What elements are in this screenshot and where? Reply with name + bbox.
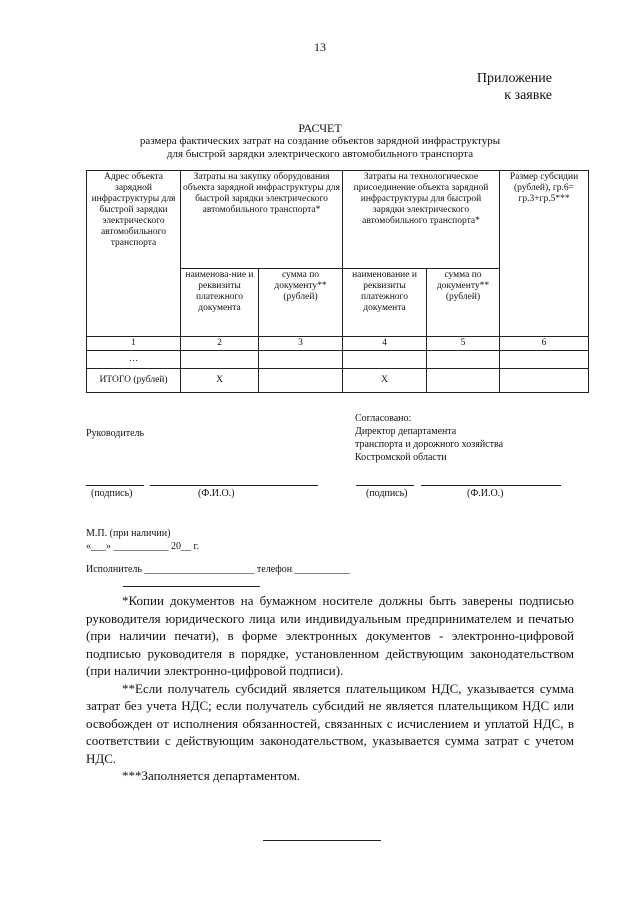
agreed-label: Согласовано:	[355, 413, 412, 424]
header-subsidy: Размер субсидии (рублей), гр.6= гр.3+гр.5***	[500, 171, 589, 337]
ellipsis-cell: …	[87, 351, 181, 369]
total-connection-sum	[427, 369, 500, 393]
column-number-row	[87, 337, 589, 351]
header-connection-document: наименование и реквизиты платежного документа	[343, 269, 427, 337]
header-equipment: Затраты на закупку оборудования объекта зарядной инфраструктуры для быстрой зарядки электрического автомобильного транспорта*	[181, 171, 343, 269]
director-line-1: Директор департамента	[355, 426, 457, 437]
table-header-row	[87, 171, 589, 269]
document-title	[0, 122, 640, 161]
appendix-line-2: к заявке	[504, 88, 552, 103]
bottom-separator	[263, 840, 381, 841]
total-subsidy	[500, 369, 589, 393]
title-line-2: для быстрой зарядки электрического автомобильного транспорта	[166, 148, 474, 160]
table-row	[87, 351, 589, 369]
footnote-2: **Если получатель субсидий является плательщиком НДС, указывается сумма затрат без учета НДС; если получатель субсидий не является плательщиком НДС или освобожден от исполнения обязанностей, связанных с исчислением и уплатой НДС, в соответствии с действующим законодательством, указывается сумма затрат с учетом НДС.	[86, 680, 574, 766]
footnote-3: ***Заполняется департаментом.	[122, 768, 301, 783]
page-number: 13	[314, 40, 326, 54]
director-signature-line	[356, 485, 414, 486]
table-cell	[259, 351, 343, 369]
appendix-label	[477, 70, 552, 104]
approval-block	[355, 412, 503, 464]
title-heading: РАСЧЕТ	[298, 121, 342, 135]
x-mark-equipment: Х	[181, 369, 259, 393]
head-name-caption: (Ф.И.О.)	[198, 488, 235, 499]
calculation-table	[86, 170, 589, 393]
total-equipment-sum	[259, 369, 343, 393]
head-label: Руководитель	[86, 428, 145, 439]
footnotes	[86, 592, 574, 785]
stamp-label: М.П. (при наличии)	[86, 528, 171, 539]
director-name-caption: (Ф.И.О.)	[467, 488, 504, 499]
footnote-1: *Копии документов на бумажном носителе должны быть заверены подписью руководителя юридического лица или индивидуальным предпринимателем и печатью (при наличии печати), в форме электронных документов - электронно-цифровой подписью руководителя в порядке, установленном действующим законодательством (при наличии электронно-цифровой подписи).	[86, 593, 574, 678]
table-cell	[343, 351, 427, 369]
x-mark-connection: Х	[343, 369, 427, 393]
column-number: 1	[87, 337, 181, 351]
director-line-3: Костромской области	[355, 452, 447, 463]
column-number: 2	[181, 337, 259, 351]
total-row	[87, 369, 589, 393]
date-line: «___» ___________ 20__ г.	[86, 541, 199, 552]
director-signature-caption: (подпись)	[366, 488, 408, 499]
column-number: 6	[500, 337, 589, 351]
column-number: 4	[343, 337, 427, 351]
head-signature-caption: (подпись)	[91, 488, 133, 499]
column-number: 3	[259, 337, 343, 351]
head-name-line	[150, 485, 318, 486]
director-line-2: транспорта и дорожного хозяйства	[355, 439, 504, 450]
column-number: 5	[427, 337, 500, 351]
header-address: Адрес объекта зарядной инфраструктуры для быстрой зарядки электрического автомобильного транспорта	[87, 171, 181, 337]
head-signature-line	[86, 485, 144, 486]
table-cell	[427, 351, 500, 369]
title-line-1: размера фактических затрат на создание объектов зарядной инфраструктуры	[139, 135, 501, 147]
header-connection-sum: сумма по документу** (рублей)	[427, 269, 500, 337]
footnote-separator	[123, 586, 260, 587]
executor-line: Исполнитель ______________________ телефон ___________	[86, 564, 350, 575]
header-connection: Затраты на технологическое присоединение объекта зарядной инфраструктуры для быстрой зарядки электрического автомобильного транспорта*	[343, 171, 500, 269]
director-name-line	[421, 485, 561, 486]
table-cell	[500, 351, 589, 369]
header-equipment-sum: сумма по документу** (рублей)	[259, 269, 343, 337]
appendix-line-1: Приложение	[476, 71, 552, 86]
header-equipment-document: наименова-ние и реквизиты платежного документа	[181, 269, 259, 337]
table-cell	[181, 351, 259, 369]
total-label: ИТОГО (рублей)	[87, 369, 181, 393]
